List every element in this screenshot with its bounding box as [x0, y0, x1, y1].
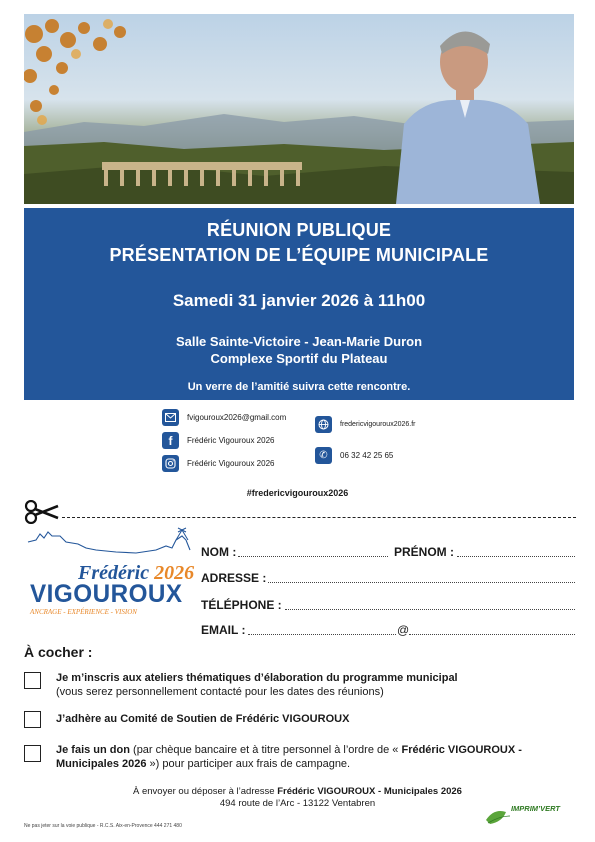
banner-title-line2: PRÉSENTATION DE L’ÉQUIPE MUNICIPALE — [109, 245, 489, 265]
website-text: fredericvigouroux2026.fr — [340, 421, 416, 428]
nom-field[interactable] — [238, 556, 388, 557]
village-skyline-icon — [26, 526, 192, 566]
email-text: fvigouroux2026@gmail.com — [187, 413, 287, 422]
phone-icon: ✆ — [315, 447, 332, 464]
phone-text: 06 32 42 25 65 — [340, 451, 394, 460]
checklist-heading: À cocher : — [24, 644, 93, 660]
banner-title-line1: RÉUNION PUBLIQUE — [206, 220, 392, 240]
adresse-field[interactable] — [268, 582, 575, 583]
checkbox-comite[interactable] — [24, 711, 41, 728]
option-don — [56, 743, 576, 771]
logo-last-name: VIGOUROUX — [30, 580, 183, 608]
send-name: Frédéric VIGOUROUX - Municipales 2026 — [277, 786, 462, 797]
imprim-vert-logo — [480, 806, 560, 832]
checkbox-don[interactable] — [24, 745, 41, 762]
option-don-bold: Je fais un don — [56, 744, 130, 756]
hero-photo — [24, 14, 574, 204]
option-ateliers — [56, 671, 576, 699]
contact-email — [162, 409, 286, 426]
nom-label: NOM : — [201, 545, 237, 559]
banner-note: Un verre de l’amitié suivra cette rencontre. — [187, 381, 411, 393]
logo-tagline: ANCRAGE - EXPÉRIENCE - VISION — [30, 608, 137, 616]
event-date: Samedi 31 janvier 2026 à 11h00 — [172, 291, 426, 310]
landscape-illustration — [24, 14, 574, 204]
hashtag: #fredericvigouroux2026 — [246, 488, 349, 498]
candidate-figure — [396, 31, 540, 204]
venue-line1: Salle Sainte-Victoire - Jean-Marie Duron — [175, 334, 423, 349]
prenom-field[interactable] — [457, 556, 575, 557]
at-sign: @ — [397, 623, 410, 637]
event-banner — [24, 208, 574, 400]
telephone-label: TÉLÉPHONE : — [201, 598, 282, 612]
email-icon — [162, 409, 179, 426]
facebook-icon: f — [162, 432, 179, 449]
adresse-label: ADRESSE : — [201, 571, 267, 585]
email-domain-field[interactable] — [409, 634, 575, 635]
facebook-text: Frédéric Vigouroux 2026 — [187, 436, 275, 445]
option-ateliers-bold: Je m’inscris aux ateliers thématiques d’élaboration du programme municipal — [56, 672, 458, 684]
scissors-icon — [24, 500, 60, 529]
cut-line — [62, 517, 576, 518]
option-don-beneficiary: Frédéric VIGOUROUX - Municipales 2026 — [56, 744, 522, 770]
candidate-logo — [26, 526, 195, 616]
instagram-text: Frédéric Vigouroux 2026 — [187, 459, 275, 468]
logo-first-name: Frédéric 2026 — [78, 562, 195, 584]
option-don-text-c: ») pour participer aux frais de campagne. — [146, 758, 351, 770]
instagram-icon — [162, 455, 179, 472]
printer-label: IMPRIM’VERT — [510, 804, 560, 813]
contact-instagram — [162, 455, 274, 472]
contact-website — [315, 416, 416, 433]
legal-notice: Ne pas jeter sur la voie publique - R.C.S. Aix-en-Provence 444 271 480 — [24, 823, 182, 829]
checkbox-ateliers[interactable] — [24, 672, 41, 689]
option-don-text-a: (par chèque bancaire et à titre personnel à l’ordre de « — [129, 744, 402, 756]
contact-facebook — [162, 432, 274, 449]
option-comite — [56, 712, 576, 726]
venue-line2: Complexe Sportif du Plateau — [210, 351, 388, 366]
email-user-field[interactable] — [248, 634, 396, 635]
send-address: 494 route de l’Arc - 13122 Ventabren — [219, 798, 376, 809]
contact-phone — [315, 447, 393, 464]
prenom-label: PRÉNOM : — [394, 545, 454, 559]
option-comite-bold: J’adhère au Comité de Soutien de Frédéric VIGOUROUX — [56, 713, 350, 725]
option-ateliers-detail: (vous serez personnellement contacté pour les dates des réunions) — [56, 686, 384, 698]
email-label: EMAIL : — [201, 623, 246, 637]
telephone-field[interactable] — [285, 609, 575, 610]
send-prefix: À envoyer ou déposer à l’adresse — [133, 786, 278, 797]
website-icon — [315, 416, 332, 433]
